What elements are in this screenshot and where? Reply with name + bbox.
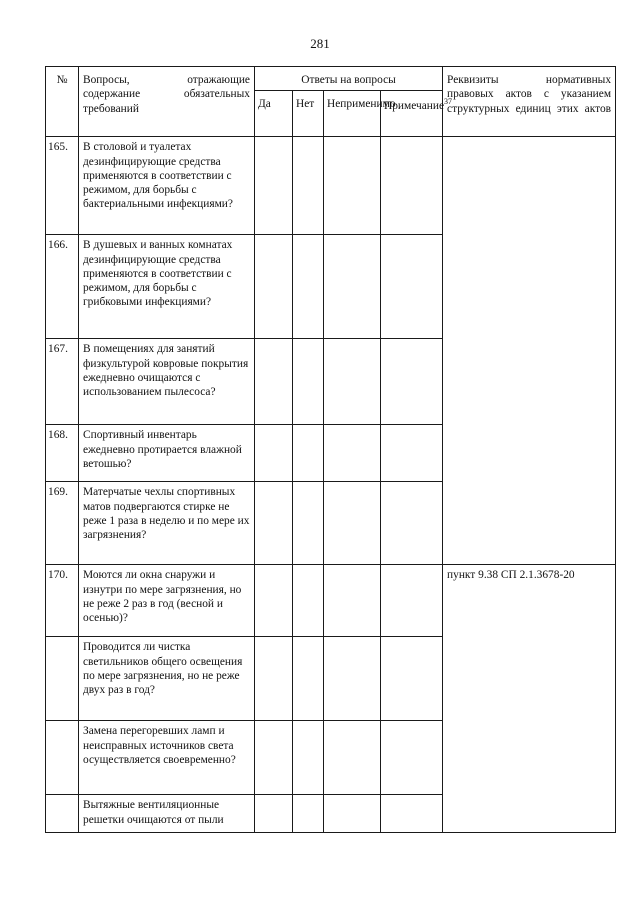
answer-yes-cell[interactable] <box>255 721 293 795</box>
row-number: 170. <box>46 565 79 637</box>
answer-no-cell[interactable] <box>293 339 324 425</box>
answer-no-cell[interactable] <box>293 565 324 637</box>
row-number <box>46 637 79 721</box>
answer-yes-cell[interactable] <box>255 339 293 425</box>
answer-yes-cell[interactable] <box>255 137 293 235</box>
answer-note-cell[interactable] <box>381 482 443 565</box>
question-text: Вытяжные вентиляционные решетки очищаются от пыли <box>79 795 255 833</box>
header-yes: Да <box>255 91 293 137</box>
answer-yes-cell[interactable] <box>255 482 293 565</box>
answer-note-cell[interactable] <box>381 339 443 425</box>
question-text: Проводится ли чистка светильников общего освещения по мере загрязнения, но не реже двух раз в год? <box>79 637 255 721</box>
question-text: Матерчатые чехлы спортивных матов подвергаются стирке не реже 1 раза в неделю и по мере их загрязнения? <box>79 482 255 565</box>
requisites-cell: пункт 9.38 СП 2.1.3678-20 <box>443 565 616 833</box>
answer-no-cell[interactable] <box>293 425 324 482</box>
answer-yes-cell[interactable] <box>255 795 293 833</box>
row-number: 165. <box>46 137 79 235</box>
page-number: 281 <box>310 36 330 51</box>
header-note-footnote: 37 <box>444 97 453 107</box>
row-number <box>46 795 79 833</box>
answer-not-applicable-cell[interactable] <box>324 637 381 721</box>
table-row <box>46 137 616 235</box>
question-text: В помещениях для занятий физкультурой ковровые покрытия ежедневно очищаются с использованием пылесоса? <box>79 339 255 425</box>
answer-no-cell[interactable] <box>293 235 324 339</box>
header-answers: Ответы на вопросы <box>255 67 443 91</box>
answer-not-applicable-cell[interactable] <box>324 482 381 565</box>
row-number: 167. <box>46 339 79 425</box>
header-note <box>381 91 453 137</box>
answer-yes-cell[interactable] <box>255 565 293 637</box>
answer-yes-cell[interactable] <box>255 425 293 482</box>
answer-not-applicable-cell[interactable] <box>324 425 381 482</box>
header-number: № <box>46 67 79 137</box>
answer-no-cell[interactable] <box>293 795 324 833</box>
answer-note-cell[interactable] <box>381 137 443 235</box>
question-text: Спортивный инвентарь ежедневно протирается влажной ветошью? <box>79 425 255 482</box>
answer-yes-cell[interactable] <box>255 637 293 721</box>
answer-note-cell[interactable] <box>381 795 443 833</box>
question-text: В столовой и туалетах дезинфицирующие средства применяются в соответствии с режимом, для борьбы с бактериальными инфекциями? <box>79 137 255 235</box>
answer-no-cell[interactable] <box>293 721 324 795</box>
answer-not-applicable-cell[interactable] <box>324 235 381 339</box>
answer-not-applicable-cell[interactable] <box>324 565 381 637</box>
answer-no-cell[interactable] <box>293 137 324 235</box>
row-number <box>46 721 79 795</box>
row-number: 168. <box>46 425 79 482</box>
question-text: Моются ли окна снаружи и изнутри по мере загрязнения, но не реже 2 раз в год (весной и осенью)? <box>79 565 255 637</box>
header-no: Нет <box>293 91 324 137</box>
answer-note-cell[interactable] <box>381 235 443 339</box>
header-questions: Вопросы, отражающие содержание обязательных требований <box>79 67 255 137</box>
question-text: В душевых и ванных комнатах дезинфицирующие средства применяются в соответствии с режимом, для борьбы с грибковыми инфекциями? <box>79 235 255 339</box>
answer-note-cell[interactable] <box>381 721 443 795</box>
row-number: 169. <box>46 482 79 565</box>
header-note-label: Примечание <box>384 100 445 113</box>
answer-note-cell[interactable] <box>381 565 443 637</box>
answer-note-cell[interactable] <box>381 425 443 482</box>
answer-not-applicable-cell[interactable] <box>324 795 381 833</box>
answer-no-cell[interactable] <box>293 482 324 565</box>
header-requisites: Реквизиты нормативных правовых актов с указанием структурных единиц этих актов <box>443 67 616 137</box>
table-row <box>46 565 616 637</box>
answer-no-cell[interactable] <box>293 637 324 721</box>
answer-yes-cell[interactable] <box>255 235 293 339</box>
answer-not-applicable-cell[interactable] <box>324 339 381 425</box>
answer-note-cell[interactable] <box>381 637 443 721</box>
question-text: Замена перегоревших ламп и неисправных источников света осуществляется своевременно? <box>79 721 255 795</box>
row-number: 166. <box>46 235 79 339</box>
requisites-cell <box>443 137 616 565</box>
header-not-applicable: Неприменимо <box>324 91 381 137</box>
answer-not-applicable-cell[interactable] <box>324 137 381 235</box>
checklist-table <box>45 66 616 833</box>
answer-not-applicable-cell[interactable] <box>324 721 381 795</box>
